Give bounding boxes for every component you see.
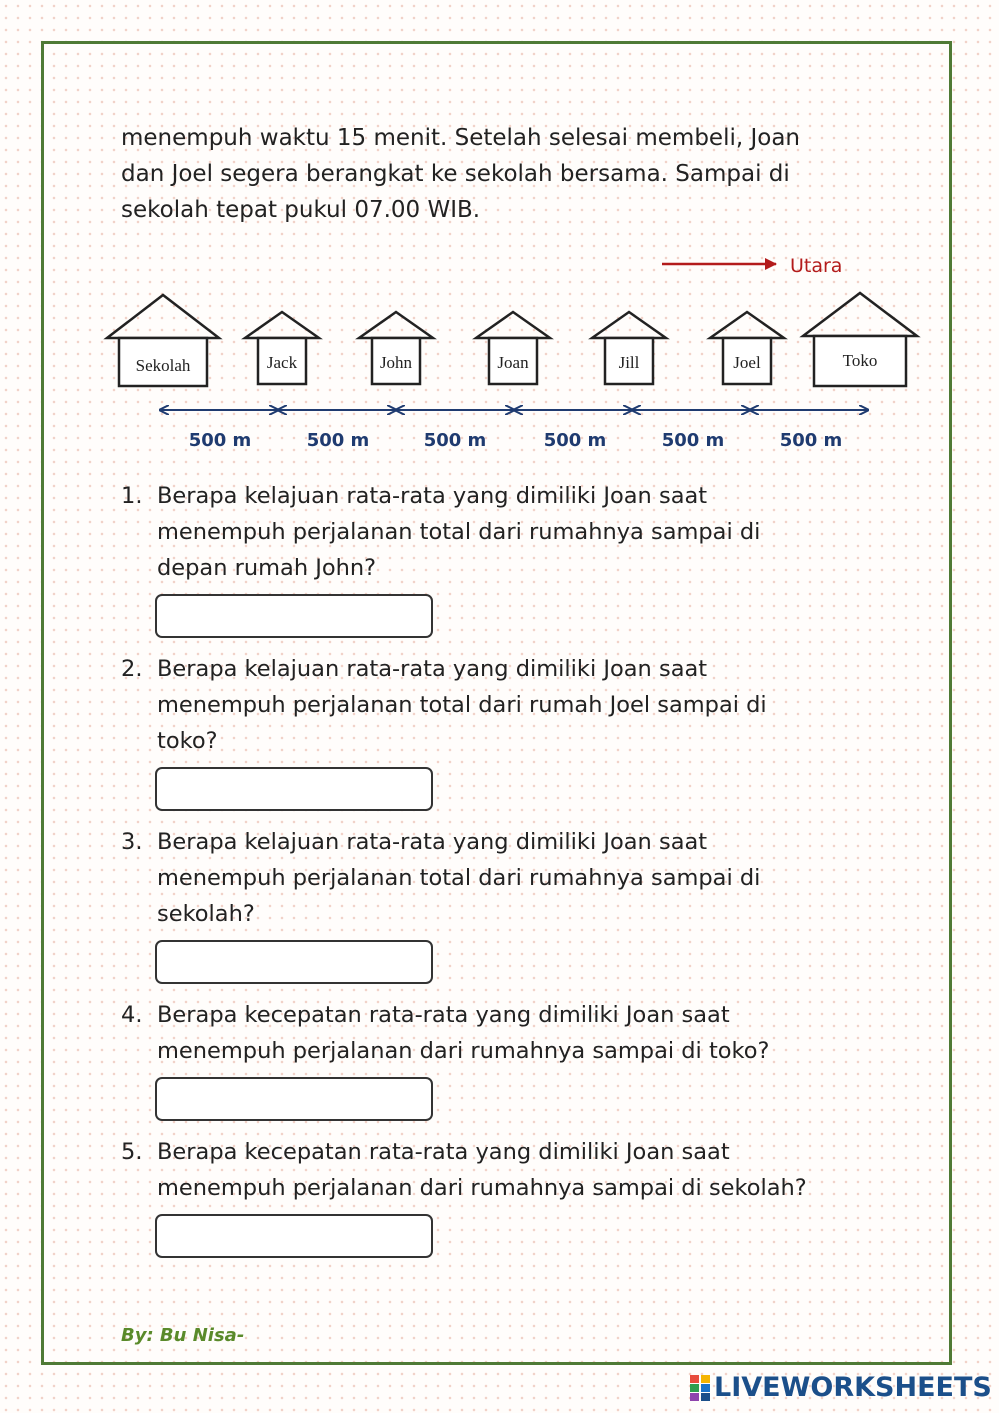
answer-input-1[interactable] (155, 594, 433, 638)
question-4 (121, 997, 881, 1069)
answer-input-2[interactable] (155, 767, 433, 811)
question-number: 3. (121, 829, 143, 855)
house-joel (710, 312, 784, 384)
house-roof-icon (359, 312, 433, 338)
house-roof-icon (107, 295, 219, 338)
brand-name: LIVEWORKSHEETS (714, 1372, 992, 1403)
house-label: Joan (497, 353, 529, 372)
question-line: menempuh perjalanan dari rumahnya sampai di toko? (157, 1038, 770, 1064)
question-line: Berapa kelajuan rata-rata yang dimiliki Joan saat (157, 829, 708, 855)
house-label: Jill (618, 353, 640, 372)
house-roof-icon (476, 312, 550, 338)
question-number: 2. (121, 656, 143, 682)
question-1 (121, 478, 881, 586)
question-line: menempuh perjalanan dari rumahnya sampai di sekolah? (157, 1175, 807, 1201)
question-2 (121, 651, 881, 759)
distance-label: 500 m (423, 430, 487, 451)
north-label: Utara (790, 255, 843, 277)
question-line: menempuh perjalanan total dari rumah Joel sampai di (157, 692, 767, 718)
question-line: Berapa kecepatan rata-rata yang dimiliki Joan saat (157, 1139, 730, 1165)
distance-label: 500 m (661, 430, 725, 451)
house-joan (476, 312, 550, 384)
intro-line: menempuh waktu 15 menit. Setelah selesai membeli, Joan (121, 125, 801, 151)
house-john (359, 312, 433, 384)
distance-label: 500 m (188, 430, 252, 451)
house-label: John (379, 353, 413, 372)
house-label: Joel (733, 353, 761, 372)
intro-line: dan Joel segera berangkat ke sekolah bersama. Sampai di (121, 161, 790, 187)
question-number: 5. (121, 1139, 143, 1165)
question-number: 4. (121, 1002, 143, 1028)
question-line: menempuh perjalanan total dari rumahnya sampai di (157, 865, 761, 891)
house-roof-icon (592, 312, 666, 338)
house-jill (592, 312, 666, 384)
house-map (100, 250, 930, 470)
question-line: depan rumah John? (157, 555, 377, 581)
question-line: Berapa kecepatan rata-rata yang dimiliki Joan saat (157, 1002, 730, 1028)
liveworksheets-brand (690, 1372, 992, 1403)
answer-input-5[interactable] (155, 1214, 433, 1258)
house-label: Jack (266, 353, 298, 372)
liveworksheets-logo-icon (690, 1375, 710, 1401)
house-label: Sekolah (135, 356, 191, 375)
answer-input-4[interactable] (155, 1077, 433, 1121)
house-roof-icon (245, 312, 319, 338)
question-line: toko? (157, 728, 218, 754)
question-5 (121, 1134, 881, 1206)
question-3 (121, 824, 881, 932)
question-line: menempuh perjalanan total dari rumahnya sampai di (157, 519, 761, 545)
question-line: Berapa kelajuan rata-rata yang dimiliki Joan saat (157, 483, 708, 509)
intro-paragraph (121, 120, 861, 228)
question-line: Berapa kelajuan rata-rata yang dimiliki Joan saat (157, 656, 708, 682)
question-line: sekolah? (157, 901, 255, 927)
distance-label: 500 m (306, 430, 370, 451)
distance-label: 500 m (543, 430, 607, 451)
author-credit: By: Bu Nisa- (121, 1325, 245, 1346)
distance-label: 500 m (779, 430, 843, 451)
house-toko (803, 293, 917, 386)
house-roof-icon (710, 312, 784, 338)
house-label: Toko (842, 351, 878, 370)
house-sekolah (107, 295, 219, 386)
question-number: 1. (121, 483, 143, 509)
intro-line: sekolah tepat pukul 07.00 WIB. (121, 197, 481, 223)
house-jack (245, 312, 319, 384)
house-roof-icon (803, 293, 917, 336)
answer-input-3[interactable] (155, 940, 433, 984)
